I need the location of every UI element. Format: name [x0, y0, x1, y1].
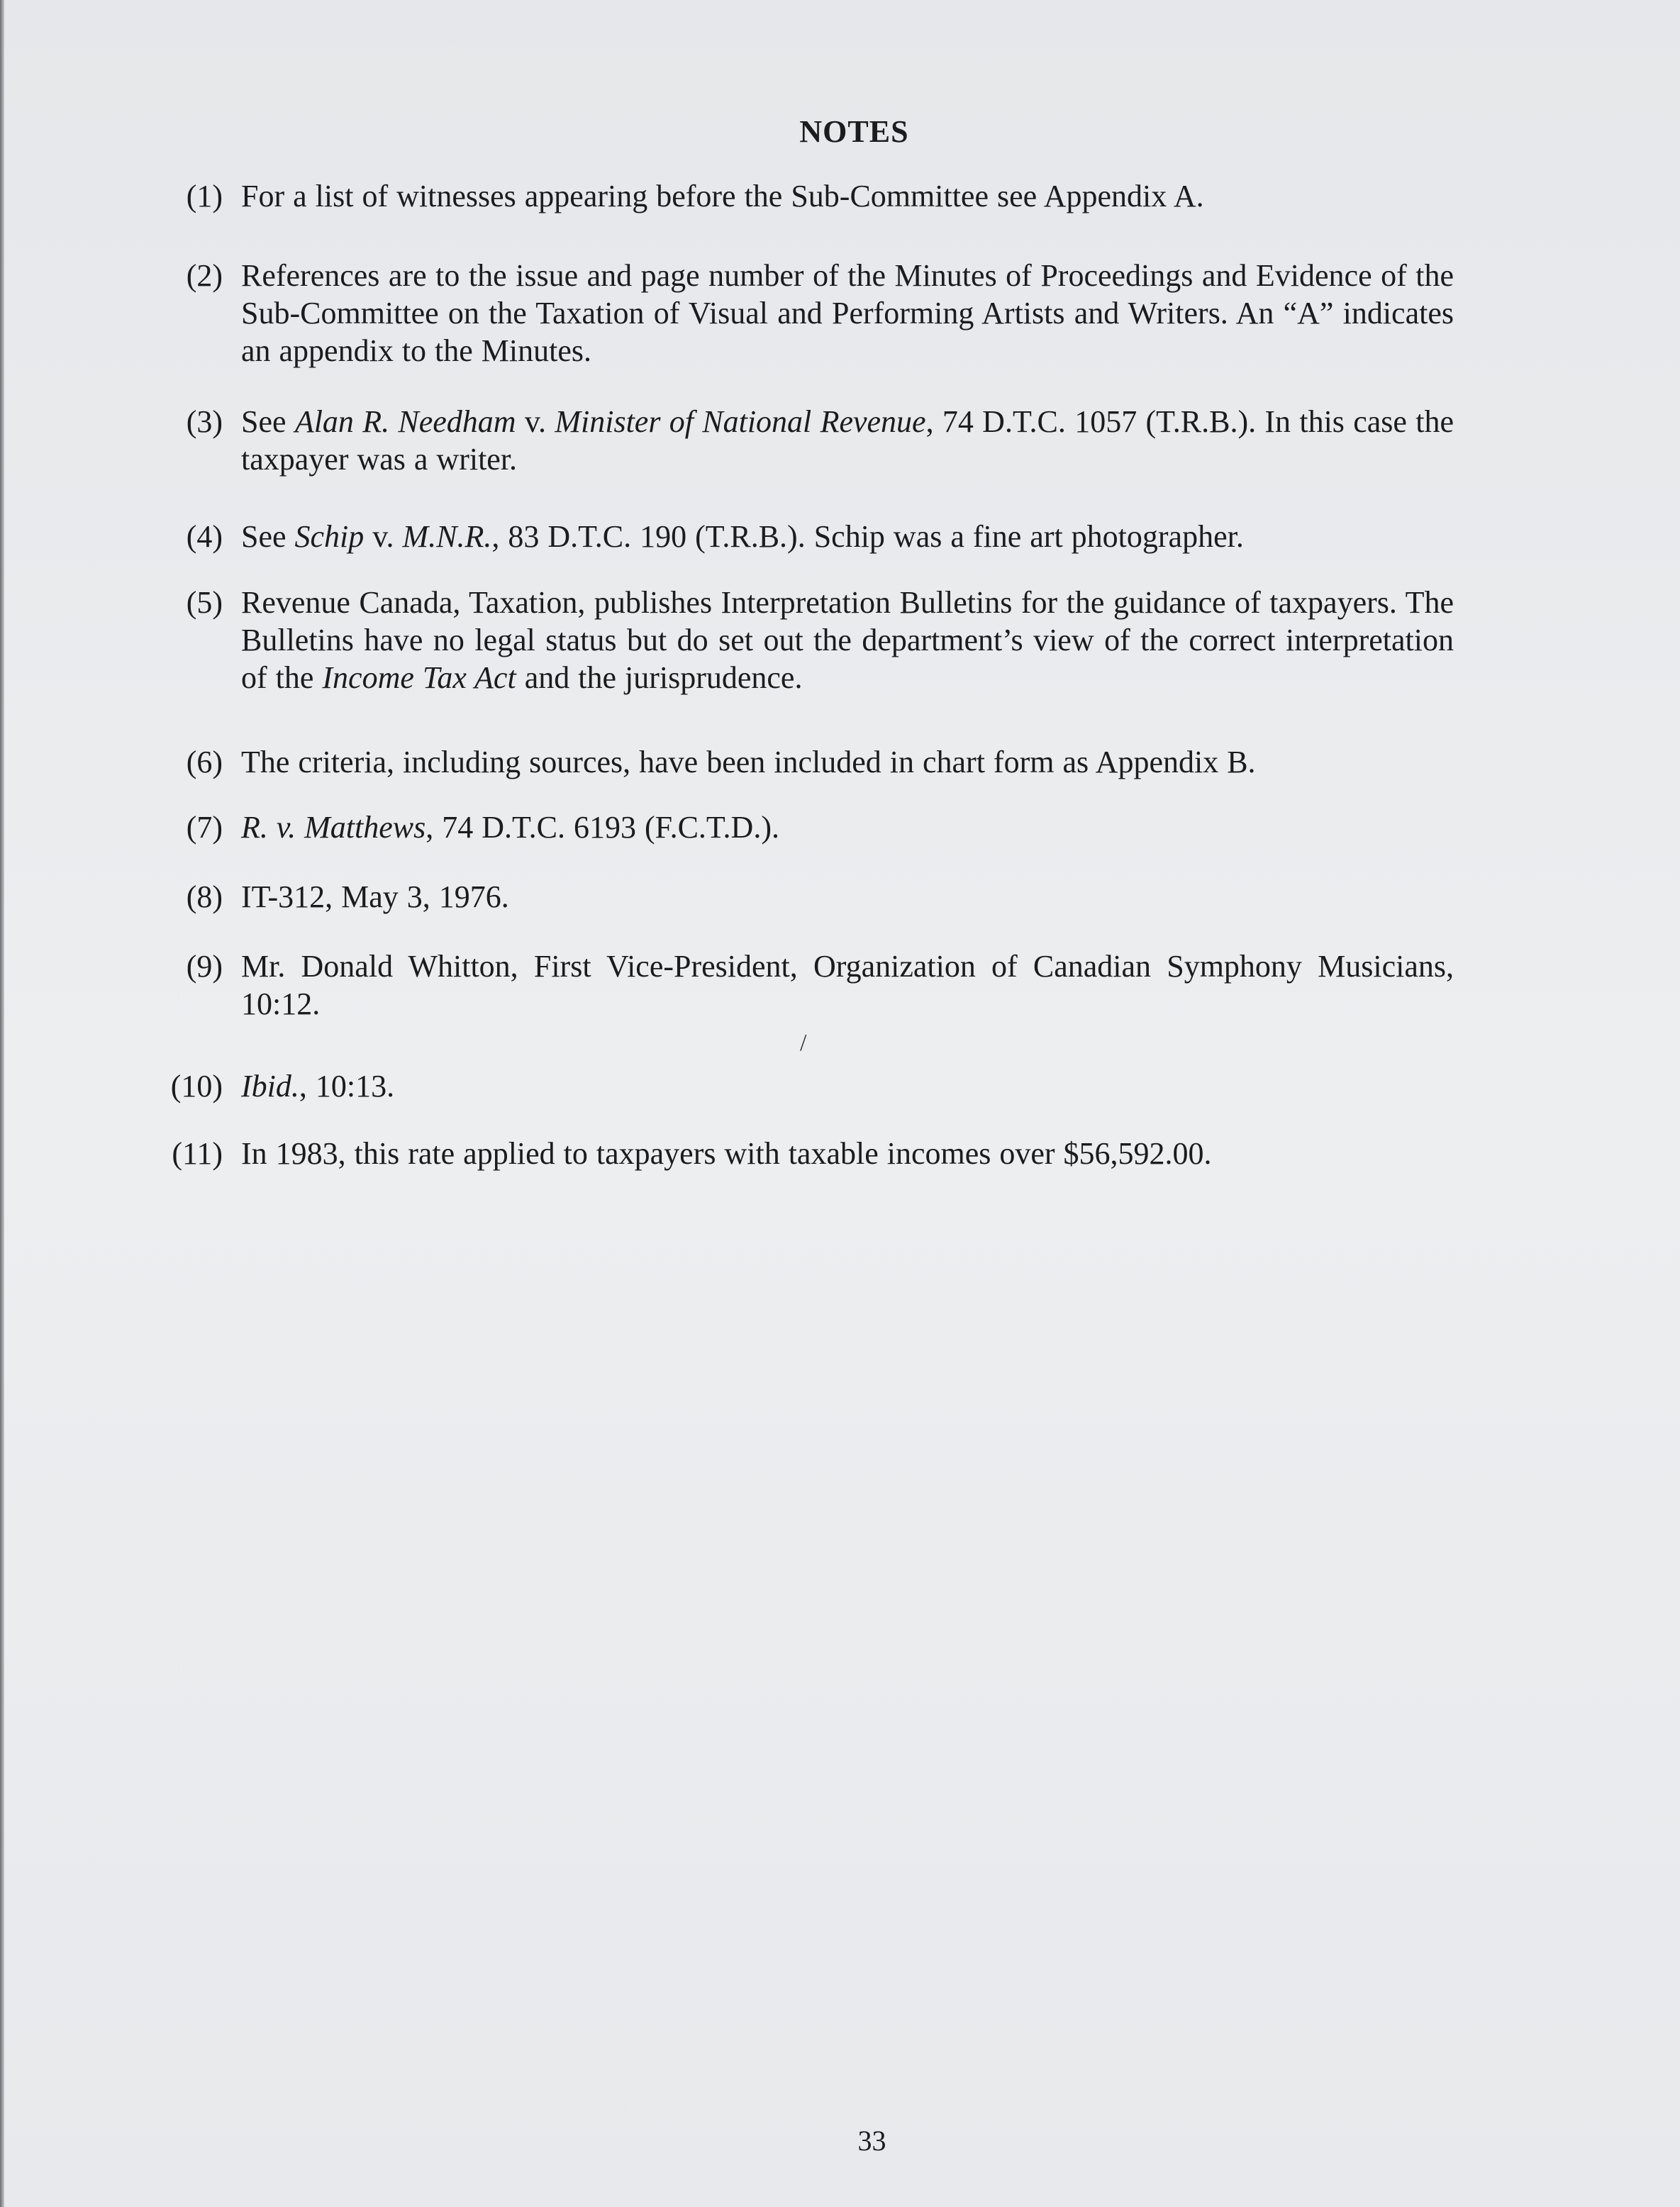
page-title: NOTES: [799, 114, 909, 149]
note-text-segment: , 10:13.: [299, 1069, 395, 1104]
note-number: (8): [186, 879, 223, 914]
note-text-italic: R. v. Matthews: [241, 810, 426, 845]
note-text-italic: Schip: [294, 519, 365, 554]
note-text-italic: M.N.R.: [402, 519, 492, 554]
note-text: [241, 1067, 1454, 1105]
note-text: [241, 1135, 1454, 1172]
note-item: [163, 878, 1454, 916]
note-text-italic: Alan R. Needham: [294, 404, 516, 439]
note-number: (1): [186, 179, 223, 213]
note-number: (9): [186, 949, 223, 984]
note-text-italic: Income Tax Act: [322, 660, 516, 695]
note-item: [163, 808, 1454, 846]
note-text-segment: v.: [364, 519, 403, 554]
note-text-segment: The criteria, including sources, have been included in chart form as Appendix B.: [241, 745, 1256, 779]
note-text: [241, 518, 1454, 555]
note-text-segment: , 74 D.T.C. 6193 (F.C.T.D.).: [425, 810, 779, 845]
note-item: [163, 177, 1454, 215]
note-text: [241, 257, 1454, 369]
note-number: (5): [186, 585, 223, 620]
note-number: (11): [172, 1136, 223, 1171]
note-text: [241, 584, 1454, 696]
note-number: (2): [186, 258, 223, 293]
note-text-segment: v.: [516, 404, 555, 439]
note-number: (6): [186, 745, 223, 779]
note-text: [241, 403, 1454, 478]
note-text-segment: , 74 D.T.C. 1057 (T.R.B.). In this case the taxpayer was a writer.: [241, 404, 1454, 477]
note-text-segment: For a list of witnesses appearing before the Sub-Committee see Appendix A.: [241, 179, 1204, 213]
page-number: 33: [857, 2125, 886, 2157]
note-item: [163, 1135, 1454, 1172]
note-text-italic: Minister of National Revenue: [555, 404, 926, 439]
note-text: [241, 743, 1454, 781]
note-number: (10): [170, 1069, 223, 1104]
page-binding-edge: [0, 0, 4, 2207]
note-number: (3): [186, 404, 223, 439]
note-number: (4): [186, 519, 223, 554]
note-text: [241, 878, 1454, 916]
note-item: [163, 584, 1454, 696]
note-text-segment: References are to the issue and page number of the Minutes of Proceedings and Evidence of the Sub-Committee on the Taxation of Visual and Performing Artists and Writers. An “A” indicates an appendix to the Minutes.: [241, 258, 1454, 368]
stray-pen-mark: /: [800, 1030, 807, 1056]
note-text: [241, 808, 1454, 846]
note-text-segment: See: [241, 519, 295, 554]
note-text-segment: , 83 D.T.C. 190 (T.R.B.). Schip was a fine art photographer.: [491, 519, 1244, 554]
note-text: [241, 177, 1454, 215]
note-item: [163, 403, 1454, 478]
note-text-segment: In 1983, this rate applied to taxpayers with taxable incomes over $56,592.00.: [241, 1136, 1212, 1171]
note-text: [241, 947, 1454, 1023]
note-text-italic: Ibid.: [241, 1069, 299, 1104]
note-item: [163, 1067, 1454, 1105]
note-text-segment: Mr. Donald Whitton, First Vice-President, Organization of Canadian Symphony Musicians, 10:12.: [241, 949, 1454, 1021]
note-item: [163, 257, 1454, 369]
note-item: [163, 743, 1454, 781]
note-text-segment: and the jurisprudence.: [516, 660, 803, 695]
note-text-segment: Revenue Canada, Taxation, publishes Interpretation Bulletins for the guidance of taxpayers. The Bulletins have no legal status but do set out the department’s view of the correct interpretation of the: [241, 585, 1454, 695]
note-text-segment: See: [241, 404, 295, 439]
note-text-segment: IT-312, May 3, 1976.: [241, 879, 509, 914]
note-number: (7): [186, 810, 223, 845]
note-item: [163, 518, 1454, 555]
note-item: [163, 947, 1454, 1023]
